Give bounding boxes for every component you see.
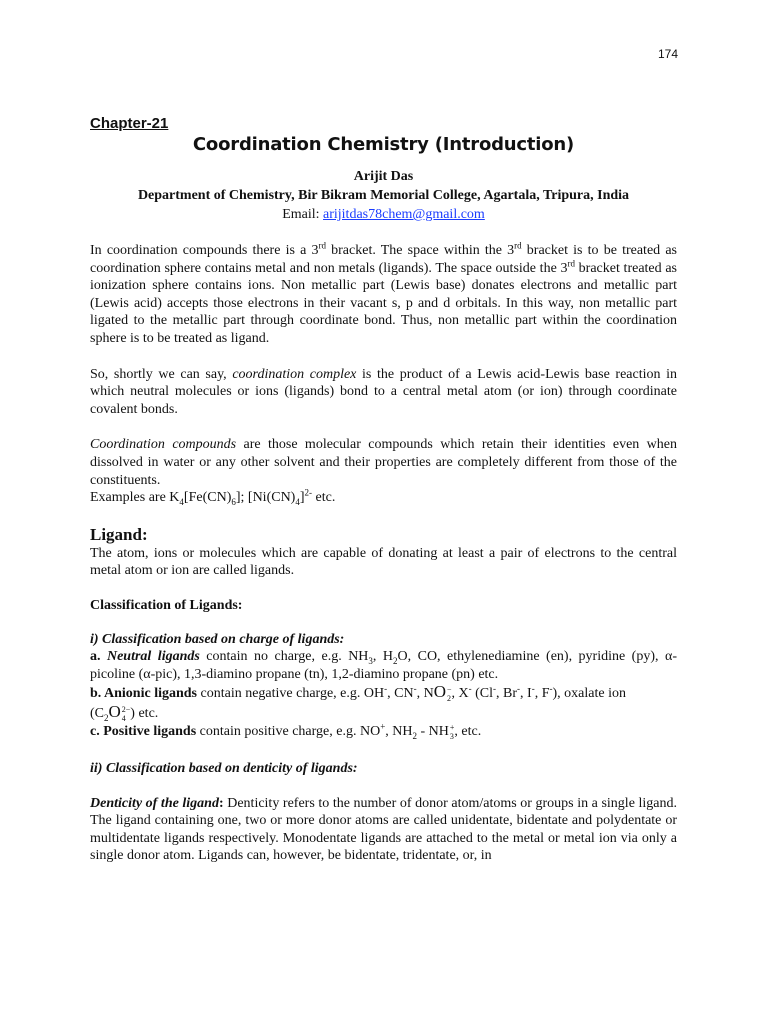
ligand-heading: Ligand: — [90, 524, 148, 544]
compounds-definition-paragraph: Coordination compounds are those molecular compounds which retain their identities even when dissolved in water or any other solvent and their properties are completely different from those of the constituents. Examples are $K_4[Fe(CN)_6]$; $[Ni(CN)_4]^{2-}$ etc. — [90, 437, 677, 507]
chapter-label: Chapter-21 — [90, 115, 169, 132]
author-email — [90, 207, 677, 223]
denticity-paragraph: Denticity of the ligand: Denticity refers to the number of donor atom/atoms or groups in a single ligand. The ligand containing one, two or more donor atoms are called unidentate, bidentate and polydentate or multidentate ligands respectively. Monodentate ligands are attached to the metal or metal ion via only a single donor atom. Ligands can, however, be bidentate, tridentate, or, in — [90, 795, 677, 864]
examples-line: Examples are $K_4[Fe(CN)_6]$; $[Ni(CN)_4]^{2-}$ etc. — [90, 487, 336, 507]
anionic-ligands-item: b. Anionic ligands contain negative charge, e.g. OH-, CN-, NO − 2 , X- (Cl-, Br-, I-, F-), oxalate ion ($C_2O$ 2− 4 ) etc. — [90, 682, 626, 723]
neutral-ligands-item: a. Neutral ligands contain no charge, e.g. $NH_3$, $H_2O$, CO, ethylenediamine (en), pyridine (py), α-picoline (α-pic), 1,3-diamino propane (tn), 1,2-diamino propane (pn) etc. — [90, 648, 677, 682]
classification-heading: Classification of Ligands: — [90, 597, 243, 613]
charge-classification-heading: i) Classification based on charge of ligands: — [90, 631, 345, 647]
complex-definition-paragraph: So, shortly we can say, coordination complex is the product of a Lewis acid-Lewis base reaction in which neutral molecules or ions (ligands) bond to a central metal atom (or ion) through coordinate covalent bonds. — [90, 366, 678, 417]
chapter-title: Coordination Chemistry (Introduction) — [192, 134, 575, 155]
author-affiliation: Department of Chemistry, Bir Bikram Memorial College, Agartala, Tripura, India — [137, 188, 630, 203]
author-name: Arijit Das — [353, 169, 414, 184]
email-link[interactable]: arijitdas78chem@gmail.com — [323, 207, 485, 222]
email-label: Email: — [282, 207, 324, 222]
page-number: 174 — [657, 47, 678, 61]
page-content — [90, 115, 677, 865]
denticity-classification-heading: ii) Classification based on denticity of ligands: — [90, 760, 358, 776]
ligand-definition: The atom, ions or molecules which are capable of donating at least a pair of electrons to the central metal atom or ion are called ligands. — [90, 545, 677, 579]
positive-ligands-item: c. Positive ligands contain positive charge, e.g. NO+, $NH_2$ - NH + 3 , etc. — [90, 721, 482, 741]
intro-paragraph: In coordination compounds there is a 3rd bracket. The space within the 3rd bracket is to be treated as coordination sphere contains metal and non metals (ligands). The space outside the 3rd bracket treated as ionization sphere contains ions. Non metallic part (Lewis base) donates electrons and metallic part (Lewis acid) accepts those electrons in their vacant s, p and d orbitals. In this way, non metallic part ligated to the metallic part through coordinate bond. Thus, non metallic part within the coordination sphere is to be treated as ligand. — [90, 240, 677, 346]
